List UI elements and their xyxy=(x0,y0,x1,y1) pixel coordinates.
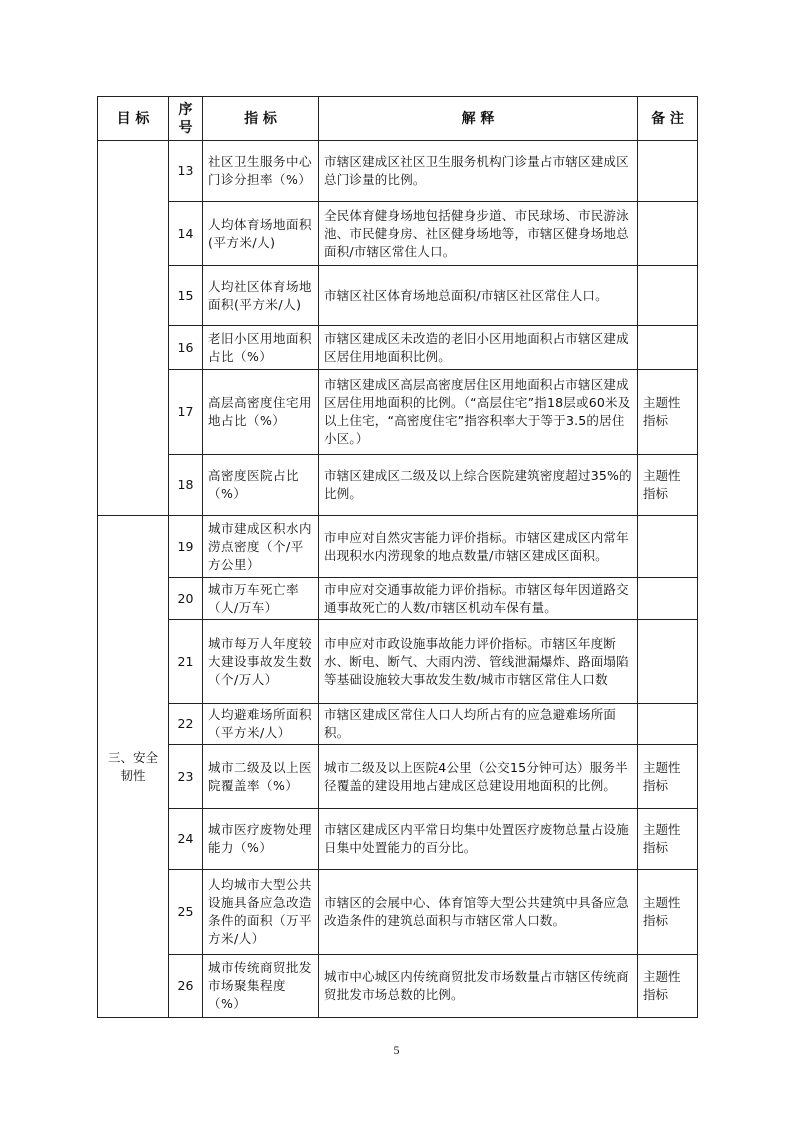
row-number: 20 xyxy=(169,578,203,620)
table-row xyxy=(98,745,698,809)
indicator-cell: 城市传统商贸批发市场聚集程度（%） xyxy=(203,955,319,1018)
table-row xyxy=(98,141,698,202)
row-number: 19 xyxy=(169,516,203,578)
row-number: 23 xyxy=(169,745,203,809)
indicator-cell: 城市万车死亡率（人/万车） xyxy=(203,578,319,620)
row-number: 13 xyxy=(169,141,203,202)
table-row xyxy=(98,955,698,1018)
row-number: 26 xyxy=(169,955,203,1018)
header-goal: 目 标 xyxy=(98,97,169,141)
note-cell xyxy=(638,266,698,326)
explanation-cell: 全民体育健身场地包括健身步道、市民球场、市民游泳池、市民健身房、社区健身场地等，市辖区健身场地总面积/市辖区常住人口。 xyxy=(319,202,638,266)
header-explanation: 解 释 xyxy=(319,97,638,141)
indicator-cell: 人均城市大型公共设施具备应急改造条件的面积（万平方米/人） xyxy=(203,870,319,955)
indicator-cell: 城市建成区积水内涝点密度（个/平方公里） xyxy=(203,516,319,578)
explanation-cell: 市申应对市政设施事故能力评价指标。市辖区年度断水、断电、断气、大雨内涝、管线泄漏爆炸、路面塌陷等基础设施较大事故发生数/城市市辖区常住人口数 xyxy=(319,620,638,704)
note-cell: 主题性指标 xyxy=(638,370,698,455)
note-cell xyxy=(638,202,698,266)
note-cell xyxy=(638,620,698,704)
table-row xyxy=(98,370,698,455)
note-cell xyxy=(638,704,698,745)
indicator-cell: 城市医疗废物处理能力（%） xyxy=(203,809,319,870)
note-cell xyxy=(638,578,698,620)
indicator-cell: 人均避难场所面积（平方米/人） xyxy=(203,704,319,745)
note-cell: 主题性指标 xyxy=(638,809,698,870)
row-number: 24 xyxy=(169,809,203,870)
row-number: 17 xyxy=(169,370,203,455)
row-number: 22 xyxy=(169,704,203,745)
indicator-cell: 老旧小区用地面积占比（%） xyxy=(203,326,319,370)
goal-cell-continued xyxy=(98,141,169,516)
table-row xyxy=(98,578,698,620)
note-cell: 主题性指标 xyxy=(638,455,698,516)
explanation-cell: 市辖区建成区未改造的老旧小区用地面积占市辖区建成区居住用地面积比例。 xyxy=(319,326,638,370)
explanation-cell: 城市中心城区内传统商贸批发市场数量占市辖区传统商贸批发市场总数的比例。 xyxy=(319,955,638,1018)
table-row xyxy=(98,455,698,516)
header-note: 备 注 xyxy=(638,97,698,141)
header-number: 序号 xyxy=(169,97,203,141)
explanation-cell: 市申应对交通事故能力评价指标。市辖区每年因道路交通事故死亡的人数/市辖区机动车保有量。 xyxy=(319,578,638,620)
indicator-cell: 高层高密度住宅用地占比（%） xyxy=(203,370,319,455)
indicator-cell: 高密度医院占比（%） xyxy=(203,455,319,516)
table-row xyxy=(98,809,698,870)
indicator-cell: 人均体育场地面积(平方米/人) xyxy=(203,202,319,266)
table-row xyxy=(98,266,698,326)
explanation-cell: 市辖区建成区高层高密度居住区用地面积占市辖区建成区居住用地面积的比例。（“高层住宅”指18层或60米及以上住宅，“高密度住宅”指容积率大于等于3.5的居住小区。） xyxy=(319,370,638,455)
explanation-cell: 市辖区建成区常住人口人均所占有的应急避难场所面积。 xyxy=(319,704,638,745)
explanation-cell: 市辖区社区体育场地总面积/市辖区社区常住人口。 xyxy=(319,266,638,326)
note-cell: 主题性指标 xyxy=(638,870,698,955)
table-row xyxy=(98,326,698,370)
explanation-cell: 市申应对自然灾害能力评价指标。市辖区建成区内常年出现积水内涝现象的地点数量/市辖区建成区面积。 xyxy=(319,516,638,578)
goal-safety-resilience: 三、安全韧性 xyxy=(98,516,169,1018)
row-number: 15 xyxy=(169,266,203,326)
explanation-cell: 市辖区建成区社区卫生服务机构门诊量占市辖区建成区总门诊量的比例。 xyxy=(319,141,638,202)
table-row xyxy=(98,620,698,704)
explanation-cell: 市辖区建成区二级及以上综合医院建筑密度超过35%的比例。 xyxy=(319,455,638,516)
explanation-cell: 城市二级及以上医院4公里（公交15分钟可达）服务半径覆盖的建设用地占建成区总建设用地面积的比例。 xyxy=(319,745,638,809)
page-number: 5 xyxy=(393,1043,400,1057)
table-row xyxy=(98,870,698,955)
indicator-cell: 社区卫生服务中心门诊分担率（%） xyxy=(203,141,319,202)
row-number: 16 xyxy=(169,326,203,370)
note-cell: 主题性指标 xyxy=(638,955,698,1018)
indicator-table xyxy=(97,96,698,1018)
note-cell: 主题性指标 xyxy=(638,745,698,809)
table-row xyxy=(98,202,698,266)
indicator-cell: 人均社区体育场地面积(平方米/人) xyxy=(203,266,319,326)
row-number: 21 xyxy=(169,620,203,704)
explanation-cell: 市辖区的会展中心、体育馆等大型公共建筑中具备应急改造条件的建筑总面积与市辖区常人口数。 xyxy=(319,870,638,955)
explanation-cell: 市辖区建成区内平常日均集中处置医疗废物总量占设施日集中处置能力的百分比。 xyxy=(319,809,638,870)
table-row xyxy=(98,704,698,745)
row-number: 14 xyxy=(169,202,203,266)
indicator-cell: 城市每万人年度较大建设事故发生数（个/万人） xyxy=(203,620,319,704)
indicator-cell: 城市二级及以上医院覆盖率（%） xyxy=(203,745,319,809)
header-indicator: 指 标 xyxy=(203,97,319,141)
note-cell xyxy=(638,516,698,578)
note-cell xyxy=(638,326,698,370)
row-number: 25 xyxy=(169,870,203,955)
table-row xyxy=(98,516,698,578)
note-cell xyxy=(638,141,698,202)
row-number: 18 xyxy=(169,455,203,516)
table-header-row xyxy=(98,97,698,141)
